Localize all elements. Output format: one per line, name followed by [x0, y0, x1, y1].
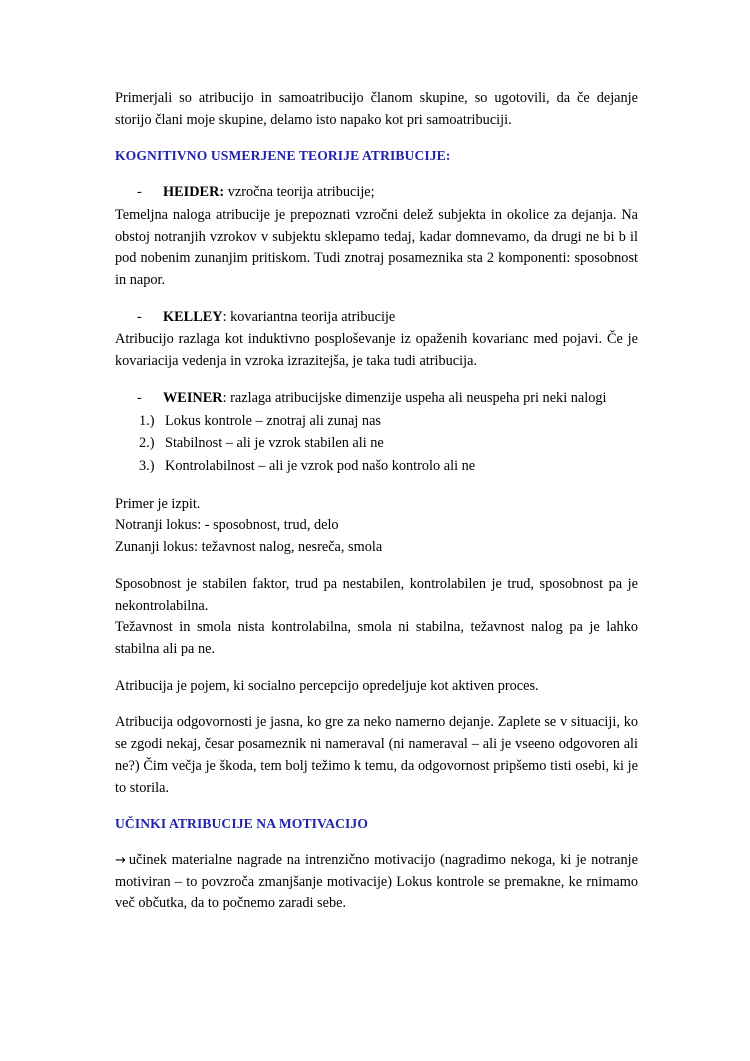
spacer	[115, 373, 638, 388]
spacer	[115, 479, 638, 494]
list-item-label: Stabilnost – ali je vzrok stabilen ali ne	[165, 435, 384, 452]
spacer	[115, 292, 638, 307]
spacer	[115, 697, 638, 712]
list-item-number: 1.)	[139, 412, 155, 429]
section-heading-ucinki: UČINKI ATRIBUCIJE NA MOTIVACIJO	[115, 816, 368, 832]
term-heider: HEIDER:	[163, 184, 225, 201]
list-item-heider	[137, 182, 638, 204]
example-line-primer: Primer je izpit.	[115, 495, 201, 512]
dash-bullet: -	[137, 184, 142, 201]
document-body	[115, 88, 638, 915]
paragraph-sposobnost: Sposobnost je stabilen faktor, trud pa nestabilen, kontrolabilen je trud, sposobnost pa je nekontrolabilna.	[115, 575, 638, 614]
paragraph-arrow	[115, 850, 638, 915]
intro-paragraph: Primerjali so atribucijo in samoatribucijo članom skupine, so ugotovili, da če dejanje storijo člani moje skupine, delamo isto napako kot pri samoatribuciji.	[115, 90, 638, 128]
list-item	[139, 433, 638, 455]
paragraph-heider: Temeljna naloga atribucije je prepoznati vzročni delež subjekta in okolice za dejanja. Na obstoj notranjih vzrokov v subjektu sklepamo tedaj, kadar domnevamo, da drugi ne bi b il pod nobenim zunanjim pritiskom. Tudi znotraj posameznika sta 2 komponenti: sposobnost in napor.	[115, 206, 638, 288]
list-item-number: 3.)	[139, 458, 155, 474]
paragraph-kelley: Atribucijo razlaga kot induktivno posploševanje iz opaženih kovarianc med pojavi. Če je kovariacija vedenja in vzroka izrazitejša, je taka tudi atribucija.	[115, 331, 638, 370]
list-item-kelley	[137, 307, 638, 329]
spacer	[115, 131, 638, 146]
example-line-notranji-lokus: Notranji lokus: - sposobnost, trud, delo	[115, 517, 339, 534]
paragraph-arrow-text: učinek materialne nagrade na intrenzično motivacijo (nagradimo nekoga, ki je notranje motiviran – to povzroča zmanjšanje motivacije) Lokus kontrole se premakne, ke rnimamo več občutka, da to počnemo zaradi sebe.	[115, 852, 638, 912]
term-weiner: WEINER	[163, 389, 223, 406]
list-item-label	[163, 182, 638, 204]
list-item	[139, 411, 638, 433]
example-line-zunanji-lokus: Zunanji lokus: težavnost nalog, nesreča, smola	[115, 539, 383, 556]
spacer	[115, 835, 638, 850]
spacer	[115, 661, 638, 676]
list-item-label: Kontrolabilnost – ali je vzrok pod našo kontrolo ali ne	[165, 458, 476, 474]
spacer	[115, 799, 638, 814]
paragraph-odgovornost: Atribucija odgovornosti je jasna, ko gre za neko namerno dejanje. Zaplete se v situaciji, ko se zgodi nekaj, česar posameznik ni nameraval (ni nameraval – ali je vseeno odgovoren ali ne?) Čim večja je škoda, tem bolj težimo k temu, da odgovornost pripšemo tisti osebi, ki je to storila.	[115, 714, 638, 796]
term-kelley-description: : kovariantna teorija atribucije	[222, 308, 396, 325]
paragraph-tezavnost: Težavnost in smola nista kontrolabilna, smola ni stabilna, težavnost nalog pa je lahko stabilna ali pa ne.	[115, 619, 638, 658]
list-item-label	[163, 388, 638, 410]
term-heider-description: vzročna teorija atribucije;	[224, 184, 375, 201]
section-heading-kognitivno: KOGNITIVNO USMERJENE TEORIJE ATRIBUCIJE:	[115, 148, 451, 164]
paragraph-pojem: Atribucija je pojem, ki socialno percepcijo opredeljuje kot aktiven proces.	[115, 677, 539, 694]
weiner-dimensions-list	[139, 411, 638, 478]
dash-bullet: -	[137, 389, 142, 406]
list-item	[139, 456, 638, 478]
list-item-number: 2.)	[139, 435, 155, 452]
list-item-label: Lokus kontrole – znotraj ali zunaj nas	[165, 412, 381, 429]
term-weiner-description: : razlaga atribucijske dimenzije uspeha ali neuspeha pri neki nalogi	[222, 389, 607, 406]
dash-bullet: -	[137, 308, 142, 325]
spacer	[115, 167, 638, 182]
list-item-label	[163, 307, 638, 329]
list-item-weiner	[137, 388, 638, 410]
arrow-right-icon: →	[115, 853, 126, 868]
term-kelley: KELLEY	[163, 308, 223, 325]
spacer	[115, 559, 638, 574]
